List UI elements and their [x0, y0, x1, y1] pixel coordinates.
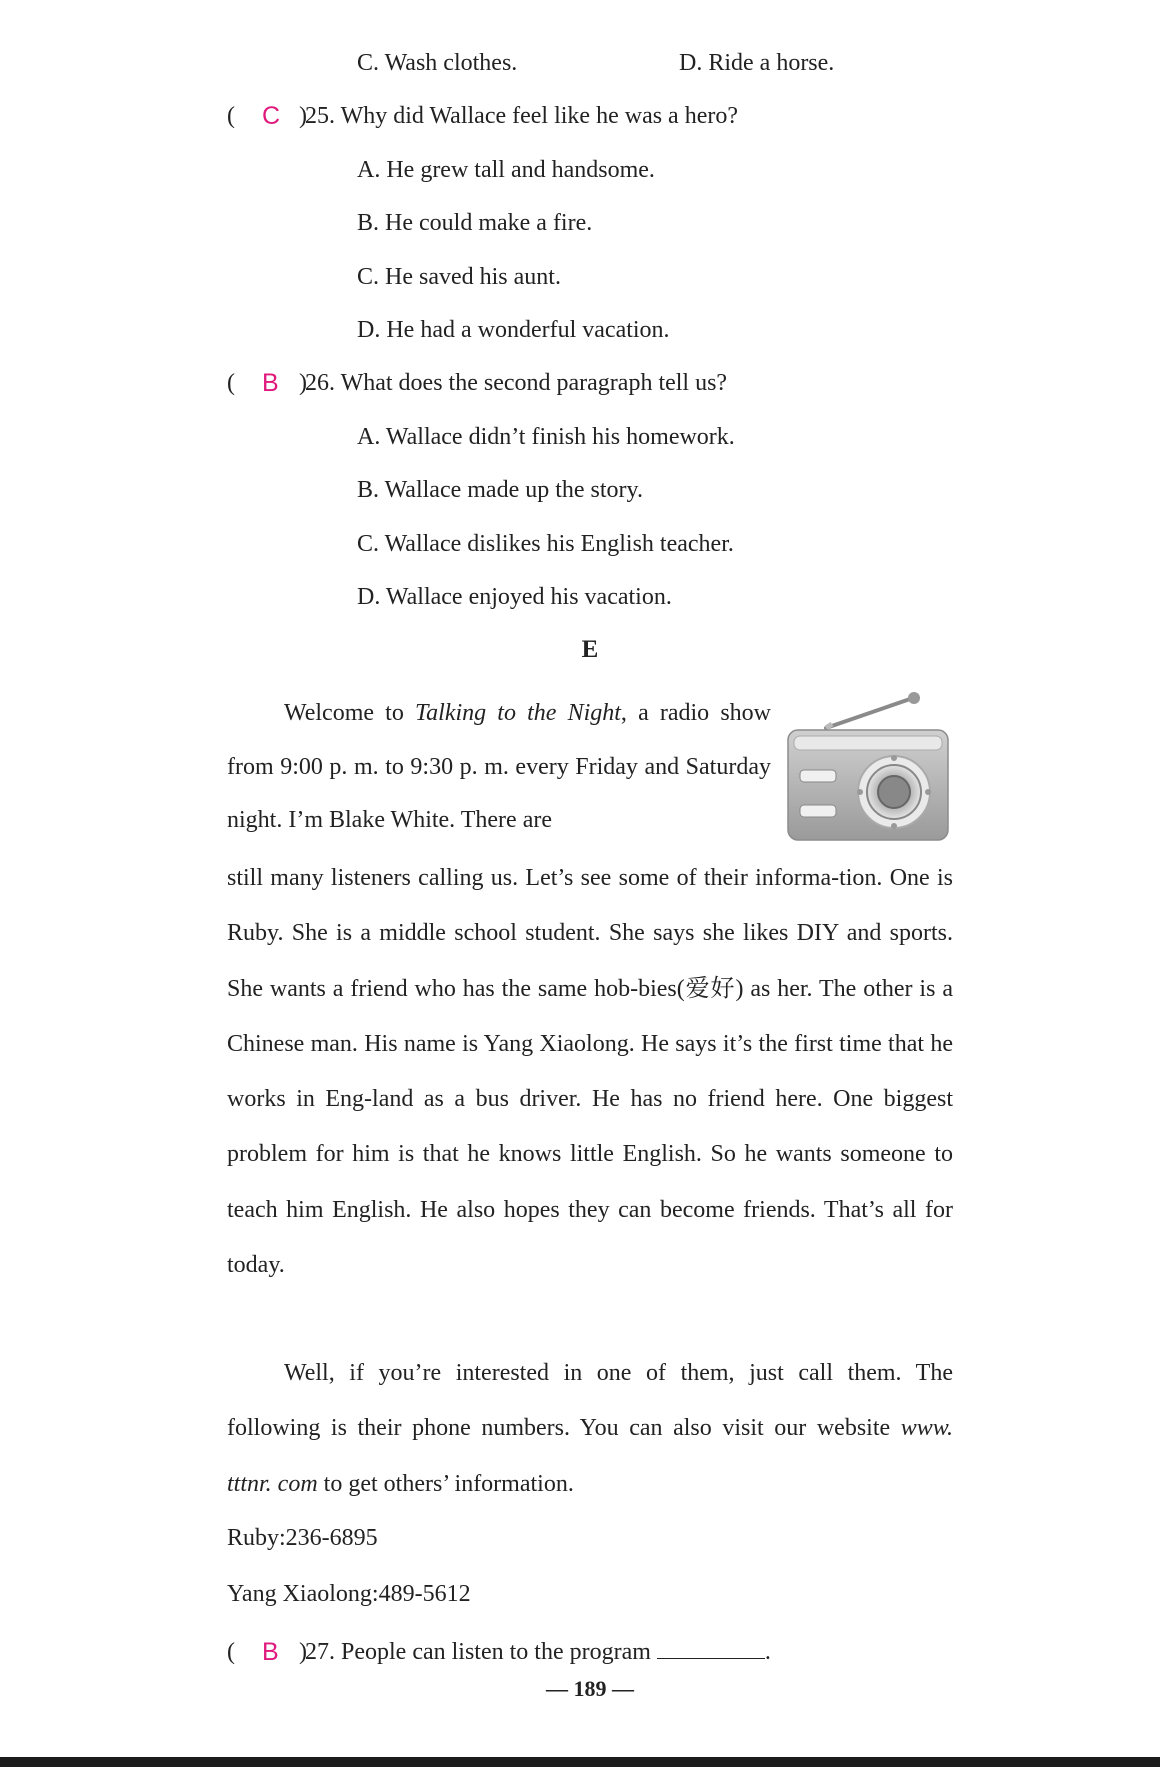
passage-paragraph-2 [227, 1346, 953, 1512]
question-stem: 26. What does the second paragraph tell us? [305, 370, 728, 396]
answer-bracket [227, 101, 305, 131]
question-26 [227, 368, 727, 398]
open-paren: ( [227, 1639, 235, 1665]
answer-mark: B [262, 1638, 279, 1666]
page-number: — 189 — [546, 1676, 634, 1701]
contact-yang: Yang Xiaolong:489-5612 [227, 1581, 471, 1607]
contact-ruby: Ruby:236-6895 [227, 1525, 378, 1551]
passage-paragraph-1-top [227, 687, 771, 848]
show-title: Talking to the Night [415, 700, 621, 726]
passage-text: to get others’ information. [317, 1470, 574, 1497]
open-paren: ( [227, 370, 235, 396]
q25-option-a: A. He grew tall and handsome. [357, 157, 655, 183]
question-stem: 25. Why did Wallace feel like he was a hero? [305, 103, 739, 129]
q26-option-c: C. Wallace dislikes his English teacher. [357, 531, 734, 557]
passage-text: Welcome to [284, 700, 415, 726]
close-paren: ) [299, 103, 307, 129]
question-27 [227, 1636, 771, 1667]
section-title: E [581, 636, 599, 663]
passage-paragraph-1-bottom: still many listeners calling us. Let’s see some of their informa-tion. One is Ruby. She is a middle school student. She says she likes DIY and sports. She wants a friend who has the same hob-bies(爱好) as her. The other is a Chinese man. His name is Yang Xiaolong. He says it’s the first time that he works in Eng-land as a bus driver. He has no friend here. One biggest problem for him is that he knows little English. So he wants someone to teach him English. He also hopes they can become friends. That’s all for today. [227, 865, 953, 1279]
question-stem: 27. People can listen to the program [305, 1639, 651, 1665]
passage-text: Well, if you’re interested in one of them, just call them. The following is their phone numbers. You can also visit our website [227, 1360, 953, 1442]
q24-option-d: D. Ride a horse. [679, 50, 835, 76]
q26-option-b: B. Wallace made up the story. [357, 477, 643, 503]
answer-mark: C [262, 102, 281, 130]
q26-option-d: D. Wallace enjoyed his vacation. [357, 584, 672, 610]
q25-option-d: D. He had a wonderful vacation. [357, 317, 670, 343]
answer-bracket [227, 368, 305, 398]
website-text: www. tttnr. com [227, 1415, 953, 1497]
question-end: . [764, 1639, 771, 1665]
question-25 [227, 101, 738, 131]
close-paren: ) [299, 1639, 307, 1665]
radio-icon [786, 688, 952, 848]
q25-option-b: B. He could make a fire. [357, 210, 593, 236]
q25-option-c: C. He saved his aunt. [357, 264, 561, 290]
open-paren: ( [227, 103, 235, 129]
q24-option-c: C. Wash clothes. [357, 50, 518, 76]
q26-option-a: A. Wallace didn’t finish his homework. [357, 424, 735, 450]
bottom-border [0, 1757, 1160, 1767]
answer-blank [657, 1636, 765, 1659]
passage-text: , a radio show from 9:00 p. m. to 9:30 p. m. every Friday and Saturday night. I’m Blake White. There are [227, 700, 772, 833]
answer-mark: B [262, 369, 279, 397]
close-paren: ) [299, 370, 307, 396]
answer-bracket [227, 1637, 305, 1667]
